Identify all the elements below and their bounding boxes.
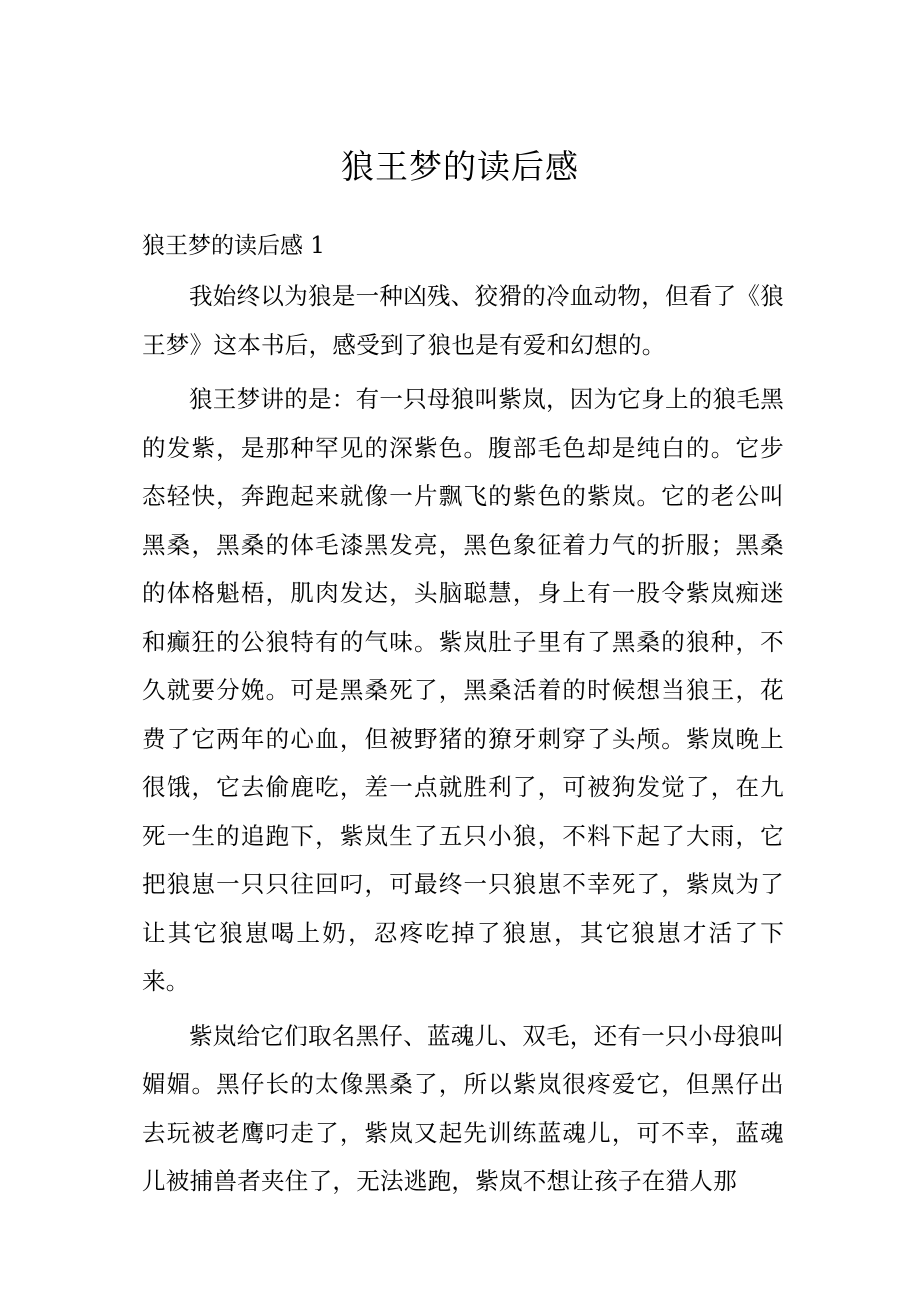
paragraph: 紫岚给它们取名黑仔、蓝魂儿、双毛，还有一只小母狼叫媚媚。黑仔长的太像黑桑了，所以紫岚很疼爱它，但黑仔出去玩被老鹰叼走了，紫岚又起先训练蓝魂儿，可不幸，蓝魂儿被捕兽者夹住了，无法逃跑，紫岚不想让孩子在猎人那 [142, 1021, 784, 1195]
paragraph: 狼王梦讲的是：有一只母狼叫紫岚，因为它身上的狼毛黑的发紫，是那种罕见的深紫色。腹部毛色却是纯白的。它步态轻快，奔跑起来就像一片飘飞的紫色的紫岚。它的老公叫黑桑，黑桑的体毛漆黑发亮，黑色象征着力气的折服；黑桑的体格魁梧，肌肉发达，头脑聪慧，身上有一股令紫岚痴迷和癫狂的公狼特有的气味。紫岚肚子里有了黑桑的狼种，不久就要分娩。可是黑桑死了，黑桑活着的时候想当狼王，花费了它两年的心血，但被野猪的獠牙刺穿了头颅。紫岚晚上很饿，它去偷鹿吃，差一点就胜利了，可被狗发觉了，在九死一生的追跑下，紫岚生了五只小狼，不料下起了大雨，它把狼崽一只只往回叼，可最终一只狼崽不幸死了，紫岚为了让其它狼崽喝上奶，忍疼吃掉了狼崽，其它狼崽才活了下来。 [142, 385, 784, 995]
document-title: 狼王梦的读后感 [341, 147, 579, 186]
section-heading: 狼王梦的读后感 1 [142, 233, 325, 259]
body-text [142, 272, 784, 1206]
paragraph: 我始终以为狼是一种凶残、狡猾的冷血动物，但看了《狼王梦》这本书后，感受到了狼也是有爱和幻想的。 [142, 282, 784, 359]
